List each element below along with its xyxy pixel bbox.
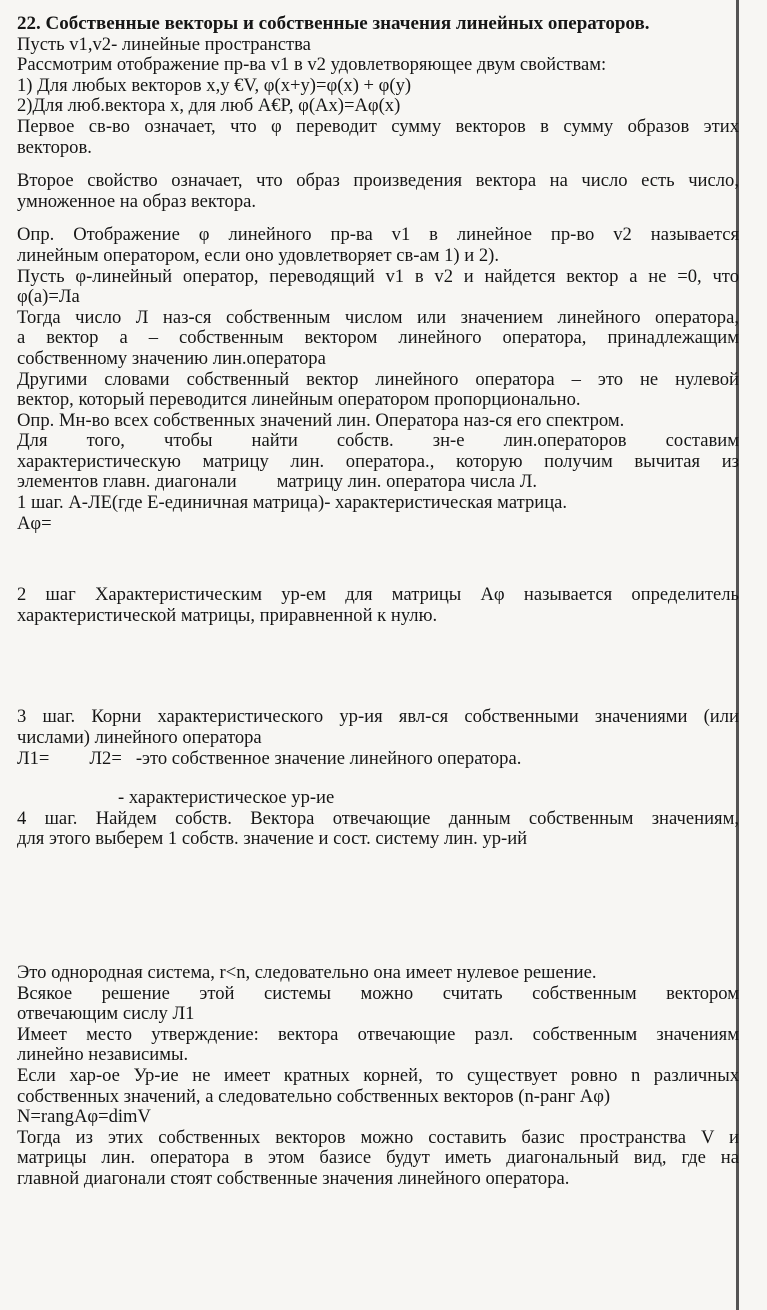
- text-line: Это однородная система, r<n, следовательно она имеет нулевое решение.: [17, 962, 597, 983]
- text-line: Опр. Отображение φ линейного пр-ва v1 в линейное пр-во v2 называется: [17, 224, 739, 246]
- text-line: главной диагонали стоят собственные значения линейного оператора.: [17, 1167, 570, 1189]
- text-line: Пусть φ-линейный оператор, переводящий v1 в v2 и найдется вектор a не =0, что: [17, 265, 739, 287]
- text-line: Всякое решение этой системы можно считать собственным вектором: [17, 982, 739, 1004]
- text-line: Опр. Мн-во всех собственных значений лин. Оператора наз-ся его спектром.: [17, 409, 625, 431]
- text-line: 4 шаг. Найдем собств. Вектора отвечающие данным собственным значениям,: [17, 807, 739, 829]
- text-line: а вектор а – собственным вектором линейного оператора, принадлежащим: [17, 327, 739, 349]
- text-line: Пусть v1,v2- линейные пространства: [17, 33, 311, 55]
- document-title: 22. Собственные векторы и собственные значения линейных операторов.: [17, 13, 650, 34]
- text-line: Для того, чтобы найти собств. зн-е лин.операторов составим: [17, 430, 739, 452]
- text-fragment: элементов главн. диагонали: [17, 471, 237, 493]
- text-line: числами) линейного оператора: [17, 727, 262, 749]
- text-line: 3 шаг. Корни характеристического ур-ия явл-ся собственными значениями (или: [17, 706, 739, 728]
- text-line: линейно независимы.: [17, 1044, 189, 1066]
- text-line: вектор, который переводится линейным оператором пропорционально.: [17, 389, 581, 411]
- text-line: умноженное на образ вектора.: [17, 190, 257, 212]
- text-line: линейным оператором, если оно удовлетворяет св-ам 1) и 2).: [17, 244, 499, 266]
- text-fragment: Л2=: [89, 747, 122, 769]
- text-line: - характеристическое ур-ие: [118, 787, 335, 809]
- text-line: характеристическую матрицу лин. оператора., которую получим вычитая из: [17, 450, 739, 472]
- text-line: [17, 749, 739, 770]
- text-line: Если хар-ое Ур-ие не имеет кратных корней, то существует ровно n различных: [17, 1064, 739, 1086]
- text-line: 2)Для люб.вектора x, для люб A€P, φ(Ax)=Aφ(x): [17, 95, 401, 117]
- text-line: Имеет место утверждение: вектора отвечающие разл. собственным значениям: [17, 1023, 739, 1045]
- text-line: характеристической матрицы, приравненной к нулю.: [17, 604, 438, 626]
- text-fragment: матрицу лин. оператора числа Л.: [276, 471, 538, 493]
- text-line: φ(a)=Лa: [17, 286, 80, 308]
- text-line: собственных значений, а следовательно собственных векторов (n-ранг Aφ): [17, 1085, 611, 1107]
- text-line: 1) Для любых векторов x,y €V, φ(x+y)=φ(x) + φ(y): [17, 74, 412, 96]
- text-line: векторов.: [17, 136, 92, 158]
- text-line: 2 шаг Характеристическим ур-ем для матрицы Aφ называется определитель: [17, 584, 739, 606]
- document-body: [17, 14, 739, 1190]
- text-fragment: Л1=: [17, 747, 50, 769]
- text-line: 1 шаг. A-ЛE(где E-единичная матрица)- характеристическая матрица.: [17, 492, 568, 514]
- text-line: Рассмотрим отображение пр-ва v1 в v2 удовлетворяющее двум свойствам:: [17, 54, 607, 76]
- text-line: Тогда число Л наз-ся собственным числом или значением линейного оператора,: [17, 306, 739, 328]
- text-line: для этого выберем 1 собств. значение и сост. систему лин. ур-ий: [17, 828, 528, 850]
- text-line: Другими словами собственный вектор линейного оператора – это не нулевой: [17, 368, 739, 390]
- text-line: [17, 472, 739, 493]
- text-line: Aφ=: [17, 512, 52, 534]
- text-line: Первое св-во означает, что φ переводит сумму векторов в сумму образов этих: [17, 115, 739, 137]
- text-line: N=rangAφ=dimV: [17, 1106, 151, 1128]
- text-line: Тогда из этих собственных векторов можно составить базис пространства V и: [17, 1126, 739, 1148]
- text-line: матрицы лин. оператора в этом базисе будут иметь диагональный вид, где на: [17, 1147, 739, 1169]
- text-line: собственному значению лин.оператора: [17, 347, 326, 369]
- text-line: Второе свойство означает, что образ произведения вектора на число есть число,: [17, 170, 739, 192]
- text-line: отвечающим сислу Л1: [17, 1003, 195, 1025]
- text-fragment: -это собственное значение линейного оператора.: [135, 747, 522, 769]
